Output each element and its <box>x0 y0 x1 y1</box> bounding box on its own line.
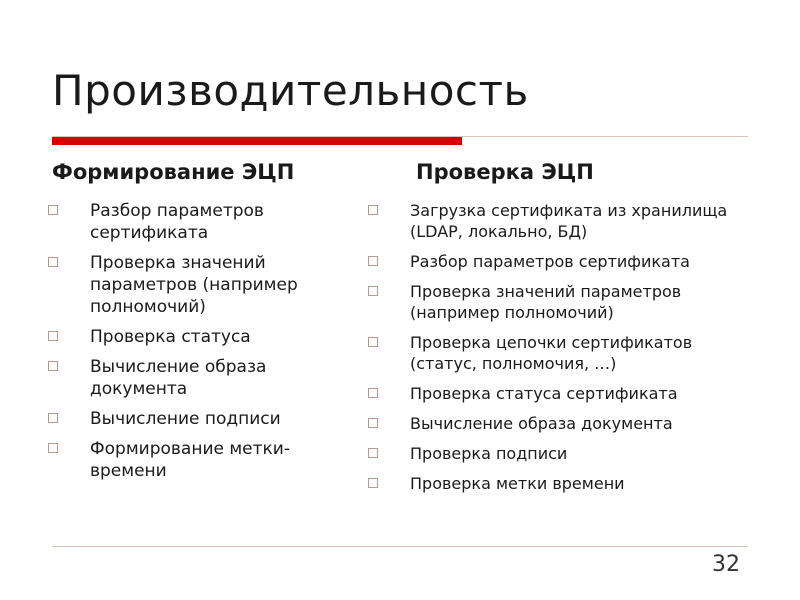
list-item-text: Формирование метки-времени <box>90 439 290 481</box>
list-item <box>368 332 763 374</box>
list-item <box>368 413 763 434</box>
list-item-text: Проверка статуса сертификата <box>410 384 678 403</box>
list-item <box>368 443 763 464</box>
square-bullet-icon <box>48 331 58 341</box>
slide-title: Производительность <box>52 66 529 115</box>
square-bullet-icon <box>48 361 58 371</box>
square-bullet-icon <box>368 205 378 215</box>
right-column-heading: Проверка ЭЦП <box>416 160 594 184</box>
right-bullet-list <box>368 200 763 494</box>
list-item <box>368 281 763 323</box>
list-item-text: Разбор параметров сертификата <box>90 201 264 243</box>
list-item-text: Загрузка сертификата из хранилища (LDAP, локально, БД) <box>410 201 728 241</box>
square-bullet-icon <box>368 337 378 347</box>
list-item-text: Проверка статуса <box>90 327 251 347</box>
list-item <box>48 200 358 244</box>
square-bullet-icon <box>48 257 58 267</box>
list-item-text: Проверка значений параметров (например полномочий) <box>90 253 298 317</box>
list-item-text: Проверка подписи <box>410 444 568 463</box>
square-bullet-icon <box>48 413 58 423</box>
list-item <box>48 356 358 400</box>
square-bullet-icon <box>368 286 378 296</box>
footer-divider <box>52 546 748 547</box>
list-item-text: Вычисление образа документа <box>410 414 673 433</box>
square-bullet-icon <box>368 256 378 266</box>
list-item <box>48 326 358 348</box>
page-number: 32 <box>712 552 740 577</box>
left-column-heading: Формирование ЭЦП <box>52 160 295 184</box>
square-bullet-icon <box>368 478 378 488</box>
square-bullet-icon <box>368 388 378 398</box>
list-item <box>48 252 358 318</box>
list-item-text: Вычисление подписи <box>90 409 281 429</box>
square-bullet-icon <box>368 418 378 428</box>
list-item-text: Проверка цепочки сертификатов (статус, полномочия, …) <box>410 333 693 373</box>
right-column <box>368 160 763 503</box>
list-item <box>368 473 763 494</box>
title-accent-bar <box>52 137 462 145</box>
list-item-text: Вычисление образа документа <box>90 357 267 399</box>
square-bullet-icon <box>48 205 58 215</box>
list-item <box>368 251 763 272</box>
list-item-text: Проверка метки времени <box>410 474 625 493</box>
list-item <box>48 408 358 430</box>
left-column <box>48 160 358 490</box>
list-item-text: Проверка значений параметров (например полномочий) <box>410 282 682 322</box>
square-bullet-icon <box>48 443 58 453</box>
list-item-text: Разбор параметров сертификата <box>410 252 690 271</box>
list-item <box>368 383 763 404</box>
square-bullet-icon <box>368 448 378 458</box>
left-bullet-list <box>48 200 358 482</box>
list-item <box>48 438 358 482</box>
list-item <box>368 200 763 242</box>
